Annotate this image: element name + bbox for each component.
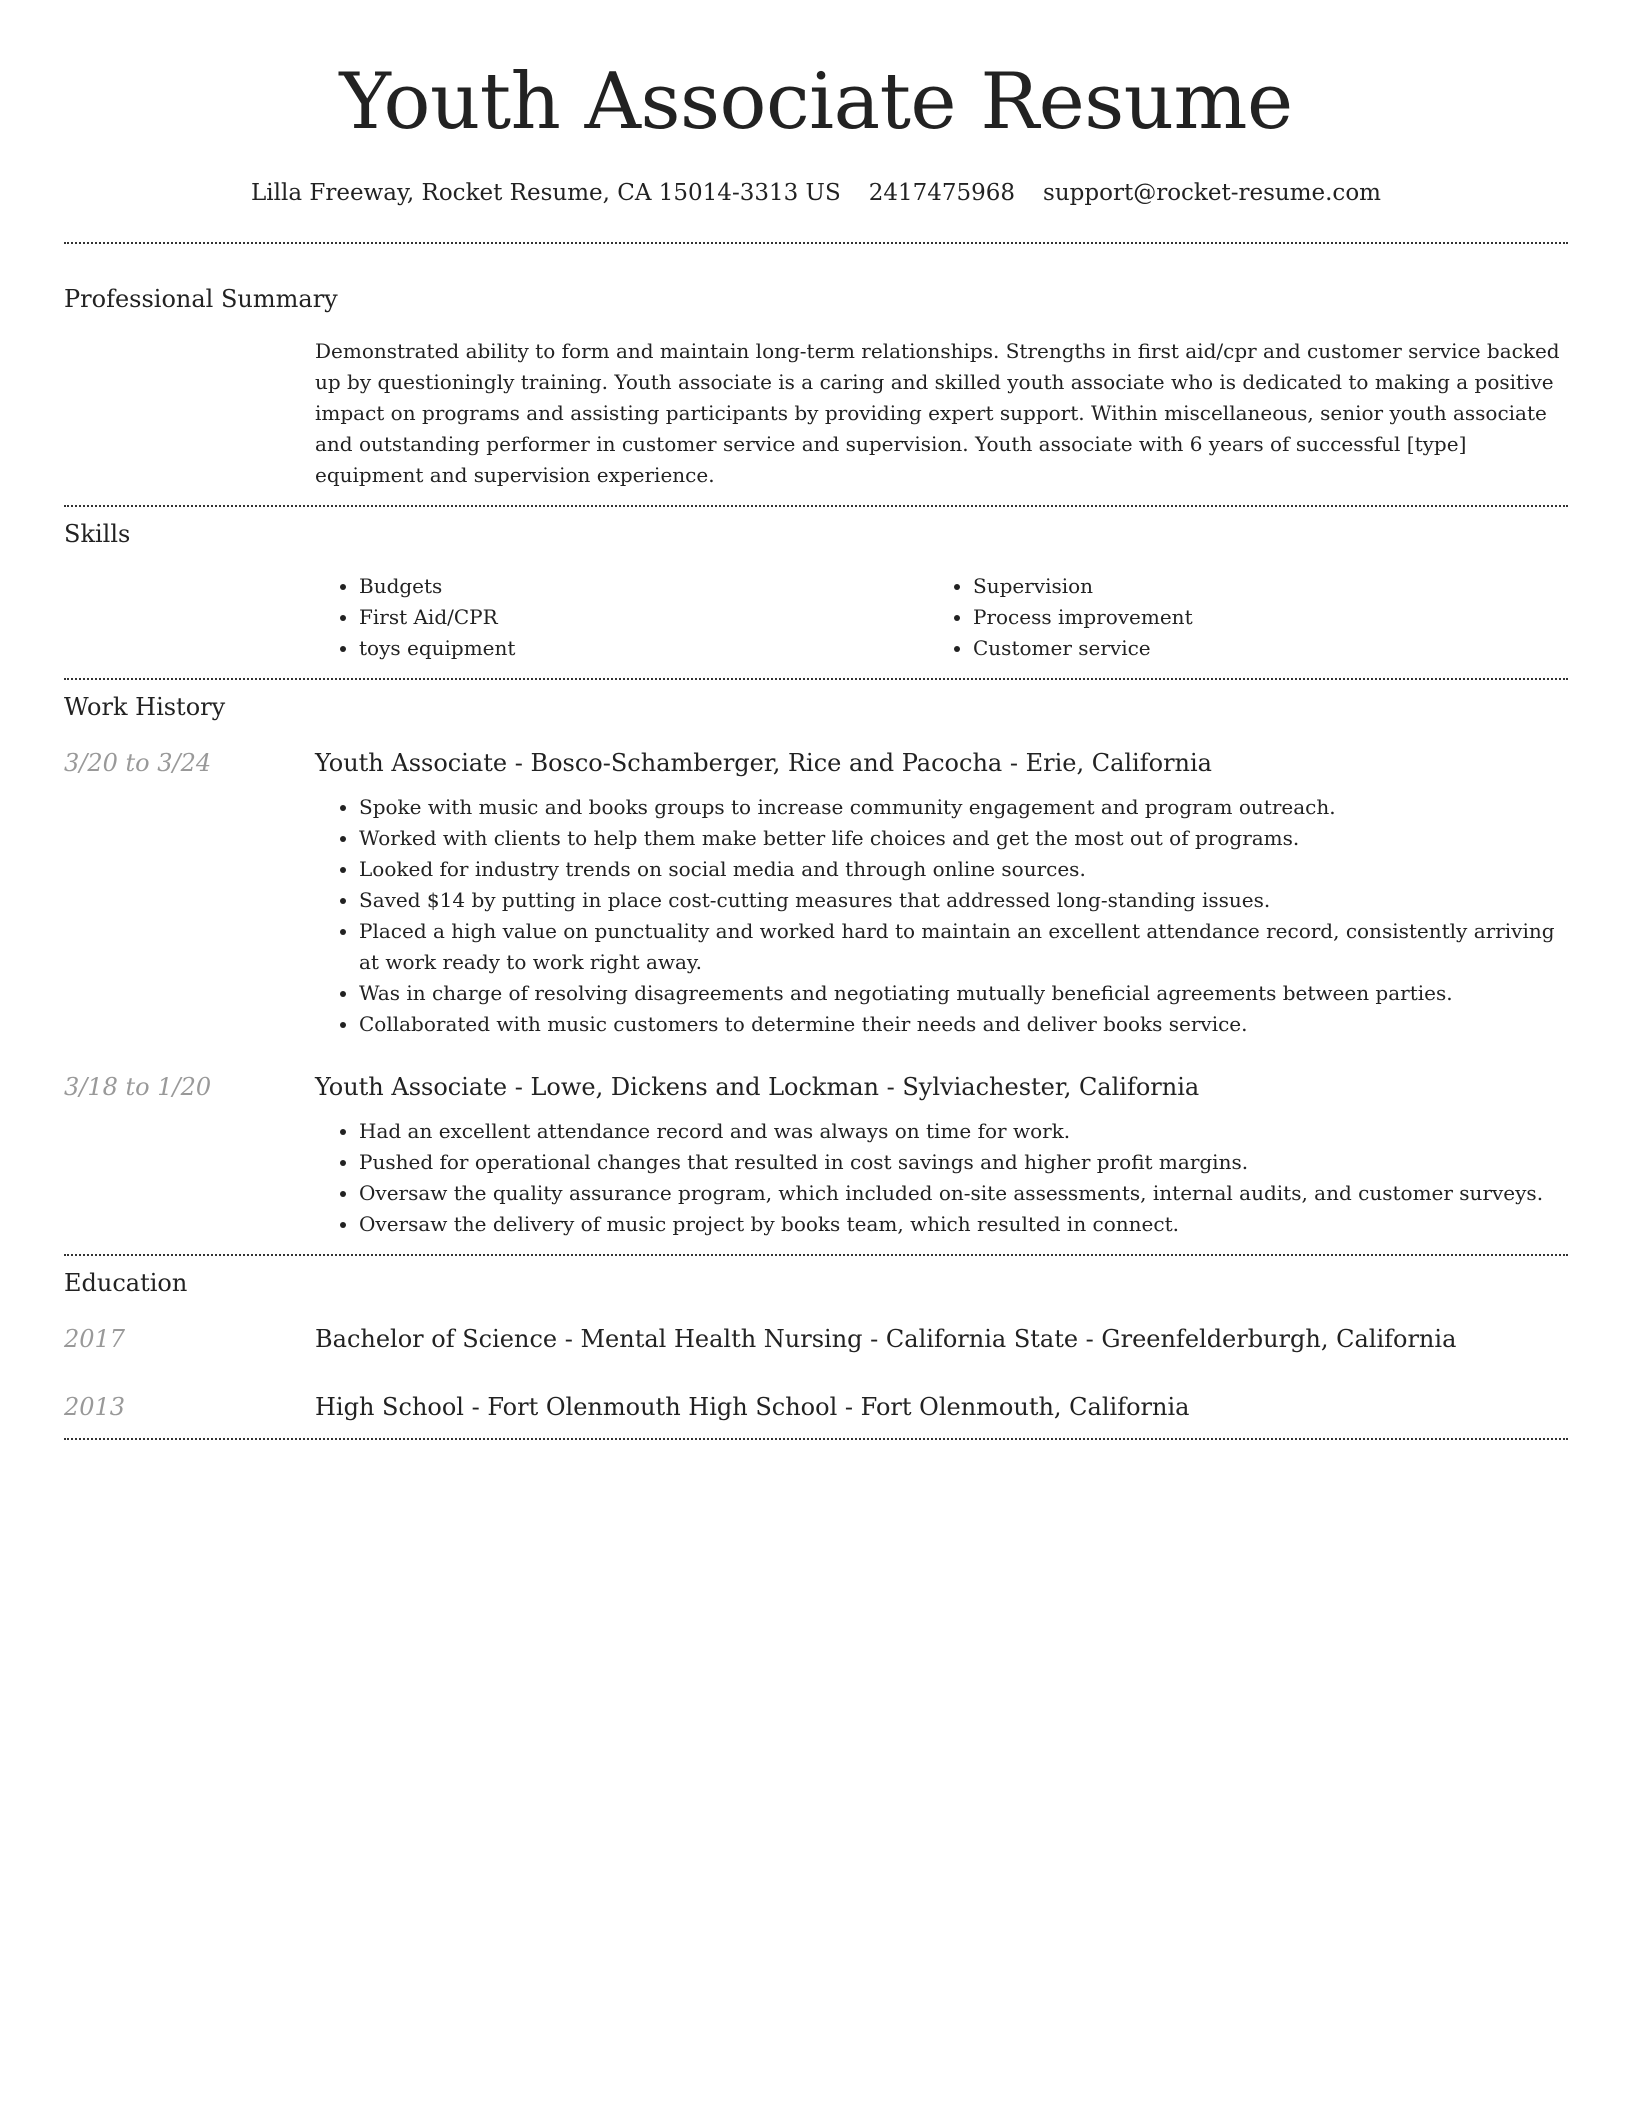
- job-title: Youth Associate - Bosco-Schamberger, Rice and Pacocha - Erie, California: [315, 749, 1212, 777]
- contact-email: support@rocket-resume.com: [1043, 180, 1381, 206]
- job-bullet: • Oversaw the delivery of music project by books team, which resulted in connect.: [359, 1209, 1568, 1240]
- job-bullet: • Collaborated with music customers to determine their needs and deliver books service.: [359, 1009, 1568, 1040]
- job-bullet: • Had an excellent attendance record and was always on time for work.: [359, 1116, 1568, 1147]
- skills-grid: [315, 571, 1568, 664]
- education-title: High School - Fort Olenmouth High School - Fort Olenmouth, California: [315, 1393, 1190, 1421]
- contact-phone: 2417475968: [868, 180, 1016, 206]
- education-entry: [64, 1322, 1568, 1356]
- job-bullet: • Oversaw the quality assurance program, which included on-site assessments, internal audits, and customer surveys.: [359, 1178, 1568, 1209]
- job-dates: 3/18 to 1/20: [64, 1073, 212, 1101]
- job-bullet: • Looked for industry trends on social media and through online sources.: [359, 854, 1568, 885]
- skills-column-2: [929, 571, 1543, 664]
- education-section: [64, 1256, 1568, 1438]
- job-title: Youth Associate - Lowe, Dickens and Lockman - Sylviachester, California: [315, 1073, 1200, 1101]
- job-bullet: • Was in charge of resolving disagreements and negotiating mutually beneficial agreements between parties.: [359, 978, 1568, 1009]
- job-bullet: • Saved $14 by putting in place cost-cutting measures that addressed long-standing issues.: [359, 885, 1568, 916]
- contact-address: Lilla Freeway, Rocket Resume, CA 15014-3313 US: [251, 180, 841, 206]
- skill-item: • toys equipment: [359, 633, 929, 664]
- education-entry: [64, 1390, 1568, 1424]
- job-dates: 3/20 to 3/24: [64, 749, 212, 777]
- resume-title: Youth Associate Resume: [339, 57, 1293, 147]
- job-bullet: • Spoke with music and books groups to increase community engagement and program outreach.: [359, 792, 1568, 823]
- skill-item: • Budgets: [359, 571, 929, 602]
- work-section: [64, 680, 1568, 1254]
- job-bullet: • Worked with clients to help them make better life choices and get the most out of programs.: [359, 823, 1568, 854]
- job-entry: [64, 1070, 1568, 1240]
- job-bullets: [315, 792, 1568, 1040]
- job-bullet: • Pushed for operational changes that resulted in cost savings and higher profit margins.: [359, 1147, 1568, 1178]
- skills-section: [64, 507, 1568, 678]
- education-year: 2013: [64, 1393, 126, 1421]
- contact-line: [64, 176, 1568, 210]
- summary-heading: Professional Summary: [64, 285, 338, 313]
- summary-section: [64, 244, 1568, 505]
- education-heading: Education: [64, 1269, 188, 1297]
- skill-item: • Supervision: [973, 571, 1543, 602]
- skill-item: • Customer service: [973, 633, 1543, 664]
- education-year: 2017: [64, 1325, 126, 1353]
- divider: [64, 1438, 1568, 1440]
- job-entry: [64, 746, 1568, 1040]
- work-heading: Work History: [64, 693, 226, 721]
- summary-text: Demonstrated ability to form and maintain long-term relationships. Strengths in first aid/cpr and customer service backed up by questioningly training. Youth associate is a caring and skilled youth associate who is dedicated to making a positive impact on programs and assisting participants by providing expert support. Within miscellaneous, senior youth associate and outstanding performer in customer service and supervision. Youth associate with 6 years of successful [type] equipment and supervision experience.: [315, 339, 1560, 487]
- skill-item: • First Aid/CPR: [359, 602, 929, 633]
- skill-item: • Process improvement: [973, 602, 1543, 633]
- education-title: Bachelor of Science - Mental Health Nursing - California State - Greenfelderburgh, California: [315, 1325, 1457, 1353]
- skills-heading: Skills: [64, 520, 131, 548]
- skills-column-1: [315, 571, 929, 664]
- job-bullet: • Placed a high value on punctuality and worked hard to maintain an excellent attendance record, consistently arriving at work ready to work right away.: [359, 916, 1568, 978]
- job-bullets: [315, 1116, 1568, 1240]
